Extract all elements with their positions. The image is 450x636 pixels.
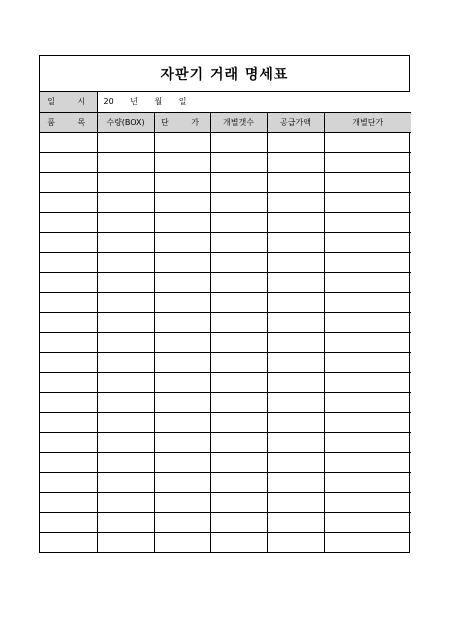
quantity-cell[interactable] <box>97 212 154 232</box>
date-day-unit: 일 <box>178 97 187 107</box>
supply-amount-cell[interactable] <box>267 372 324 392</box>
quantity-cell[interactable] <box>97 312 154 332</box>
table-row <box>40 232 411 252</box>
unit-price-cell[interactable] <box>154 252 210 272</box>
item-cell[interactable] <box>40 212 97 232</box>
quantity-cell[interactable] <box>97 452 154 472</box>
per-unit-price-cell[interactable] <box>324 212 411 232</box>
per-unit-price-cell[interactable] <box>324 232 411 252</box>
quantity-cell[interactable] <box>97 172 154 192</box>
unit-price-cell[interactable] <box>154 232 210 252</box>
item-cell[interactable] <box>40 512 97 532</box>
item-cell[interactable] <box>40 132 97 152</box>
table-row <box>40 492 411 512</box>
per-unit-price-cell[interactable] <box>324 432 411 452</box>
supply-amount-cell[interactable] <box>267 252 324 272</box>
supply-amount-cell[interactable] <box>267 432 324 452</box>
supply-amount-cell[interactable] <box>267 172 324 192</box>
item-cell[interactable] <box>40 312 97 332</box>
unit-count-cell[interactable] <box>210 332 267 352</box>
supply-amount-cell[interactable] <box>267 292 324 312</box>
quantity-cell[interactable] <box>97 272 154 292</box>
table-row <box>40 332 411 352</box>
unit-price-cell[interactable] <box>154 512 210 532</box>
quantity-cell[interactable] <box>97 332 154 352</box>
supply-amount-cell[interactable] <box>267 152 324 172</box>
supply-amount-cell[interactable] <box>267 312 324 332</box>
supply-amount-cell[interactable] <box>267 412 324 432</box>
item-cell[interactable] <box>40 292 97 312</box>
unit-count-cell[interactable] <box>210 352 267 372</box>
supply-amount-cell[interactable] <box>267 492 324 512</box>
date-row <box>40 92 411 112</box>
supply-amount-cell[interactable] <box>267 132 324 152</box>
item-cell[interactable] <box>40 472 97 492</box>
title-bar <box>40 56 409 92</box>
item-cell[interactable] <box>40 192 97 212</box>
item-cell[interactable] <box>40 252 97 272</box>
table-row <box>40 152 411 172</box>
quantity-cell[interactable] <box>97 432 154 452</box>
statement-table <box>40 92 411 552</box>
table-row <box>40 172 411 192</box>
transaction-statement-form <box>39 55 410 553</box>
supply-amount-cell[interactable] <box>267 452 324 472</box>
unit-price-cell[interactable] <box>154 472 210 492</box>
table-row <box>40 132 411 152</box>
column-header-row <box>40 112 411 132</box>
per-unit-price-cell[interactable] <box>324 332 411 352</box>
item-cell[interactable] <box>40 452 97 472</box>
table-row <box>40 212 411 232</box>
item-cell[interactable] <box>40 432 97 452</box>
supply-amount-cell[interactable] <box>267 212 324 232</box>
per-unit-price-cell[interactable] <box>324 412 411 432</box>
unit-price-cell[interactable] <box>154 492 210 512</box>
item-cell[interactable] <box>40 152 97 172</box>
table-row <box>40 392 411 412</box>
quantity-cell[interactable] <box>97 352 154 372</box>
table-row <box>40 452 411 472</box>
date-label: 일 시 <box>40 92 97 112</box>
per-unit-price-cell[interactable] <box>324 252 411 272</box>
unit-count-cell[interactable] <box>210 292 267 312</box>
unit-count-cell[interactable] <box>210 372 267 392</box>
table-row <box>40 312 411 332</box>
quantity-cell[interactable] <box>97 372 154 392</box>
unit-count-cell[interactable] <box>210 272 267 292</box>
unit-count-cell[interactable] <box>210 512 267 532</box>
table-row <box>40 432 411 452</box>
quantity-cell[interactable] <box>97 392 154 412</box>
date-year-unit: 년 <box>130 97 138 107</box>
unit-count-cell[interactable] <box>210 312 267 332</box>
unit-count-cell[interactable] <box>210 392 267 412</box>
unit-count-cell[interactable] <box>210 252 267 272</box>
per-unit-price-cell[interactable] <box>324 512 411 532</box>
supply-amount-cell[interactable] <box>267 272 324 292</box>
per-unit-price-cell[interactable] <box>324 272 411 292</box>
column-header-unit-count: 개별갯수 <box>210 112 267 132</box>
unit-price-cell[interactable] <box>154 332 210 352</box>
quantity-cell[interactable] <box>97 232 154 252</box>
per-unit-price-cell[interactable] <box>324 132 411 152</box>
unit-count-cell[interactable] <box>210 452 267 472</box>
unit-count-cell[interactable] <box>210 232 267 252</box>
per-unit-price-cell[interactable] <box>324 452 411 472</box>
unit-price-cell[interactable] <box>154 132 210 152</box>
unit-count-cell[interactable] <box>210 192 267 212</box>
per-unit-price-cell[interactable] <box>324 472 411 492</box>
per-unit-price-cell[interactable] <box>324 292 411 312</box>
column-header-quantity: 수량(BOX) <box>97 112 154 132</box>
unit-price-cell[interactable] <box>154 192 210 212</box>
per-unit-price-cell[interactable] <box>324 392 411 412</box>
unit-price-cell[interactable] <box>154 312 210 332</box>
per-unit-price-cell[interactable] <box>324 172 411 192</box>
quantity-cell[interactable] <box>97 472 154 492</box>
column-header-unit-price: 단 가 <box>154 112 210 132</box>
table-row <box>40 252 411 272</box>
per-unit-price-cell[interactable] <box>324 352 411 372</box>
quantity-cell[interactable] <box>97 292 154 312</box>
item-cell[interactable] <box>40 492 97 512</box>
supply-amount-cell[interactable] <box>267 232 324 252</box>
item-cell[interactable] <box>40 392 97 412</box>
table-row <box>40 472 411 492</box>
supply-amount-cell[interactable] <box>267 332 324 352</box>
table-row <box>40 372 411 392</box>
unit-price-cell[interactable] <box>154 372 210 392</box>
table-row <box>40 532 411 552</box>
supply-amount-cell[interactable] <box>267 352 324 372</box>
per-unit-price-cell[interactable] <box>324 372 411 392</box>
quantity-cell[interactable] <box>97 152 154 172</box>
quantity-cell[interactable] <box>97 532 154 552</box>
item-cell[interactable] <box>40 332 97 352</box>
quantity-cell[interactable] <box>97 492 154 512</box>
unit-count-cell[interactable] <box>210 412 267 432</box>
item-cell[interactable] <box>40 352 97 372</box>
per-unit-price-cell[interactable] <box>324 152 411 172</box>
supply-amount-cell[interactable] <box>267 472 324 492</box>
unit-count-cell[interactable] <box>210 492 267 512</box>
unit-count-cell[interactable] <box>210 152 267 172</box>
item-cell[interactable] <box>40 372 97 392</box>
quantity-cell[interactable] <box>97 412 154 432</box>
supply-amount-cell[interactable] <box>267 532 324 552</box>
per-unit-price-cell[interactable] <box>324 192 411 212</box>
unit-price-cell[interactable] <box>154 532 210 552</box>
date-month-unit: 월 <box>154 97 163 107</box>
unit-price-cell[interactable] <box>154 292 210 312</box>
quantity-cell[interactable] <box>97 252 154 272</box>
unit-count-cell[interactable] <box>210 532 267 552</box>
item-cell[interactable] <box>40 172 97 192</box>
unit-price-cell[interactable] <box>154 432 210 452</box>
column-header-per-unit-price: 개별단가 <box>324 112 411 132</box>
unit-count-cell[interactable] <box>210 132 267 152</box>
table-row <box>40 292 411 312</box>
unit-price-cell[interactable] <box>154 152 210 172</box>
table-row <box>40 352 411 372</box>
table-row <box>40 412 411 432</box>
unit-price-cell[interactable] <box>154 272 210 292</box>
unit-count-cell[interactable] <box>210 212 267 232</box>
table-row <box>40 512 411 532</box>
supply-amount-cell[interactable] <box>267 192 324 212</box>
unit-count-cell[interactable] <box>210 472 267 492</box>
supply-amount-cell[interactable] <box>267 512 324 532</box>
item-cell[interactable] <box>40 232 97 252</box>
per-unit-price-cell[interactable] <box>324 312 411 332</box>
unit-price-cell[interactable] <box>154 452 210 472</box>
quantity-cell[interactable] <box>97 132 154 152</box>
per-unit-price-cell[interactable] <box>324 532 411 552</box>
date-year-prefix: 20 <box>103 97 114 107</box>
unit-price-cell[interactable] <box>154 352 210 372</box>
supply-amount-cell[interactable] <box>267 392 324 412</box>
column-header-item: 품 목 <box>40 112 97 132</box>
unit-price-cell[interactable] <box>154 172 210 192</box>
unit-price-cell[interactable] <box>154 412 210 432</box>
item-cell[interactable] <box>40 532 97 552</box>
item-cell[interactable] <box>40 272 97 292</box>
document-title: 자판기 거래 명세표 <box>160 66 289 83</box>
item-cell[interactable] <box>40 412 97 432</box>
table-row <box>40 272 411 292</box>
quantity-cell[interactable] <box>97 512 154 532</box>
per-unit-price-cell[interactable] <box>324 492 411 512</box>
date-value-cell[interactable] <box>97 92 411 112</box>
table-row <box>40 192 411 212</box>
quantity-cell[interactable] <box>97 192 154 212</box>
unit-price-cell[interactable] <box>154 392 210 412</box>
unit-price-cell[interactable] <box>154 212 210 232</box>
column-header-supply-amount: 공급가액 <box>267 112 324 132</box>
unit-count-cell[interactable] <box>210 432 267 452</box>
unit-count-cell[interactable] <box>210 172 267 192</box>
